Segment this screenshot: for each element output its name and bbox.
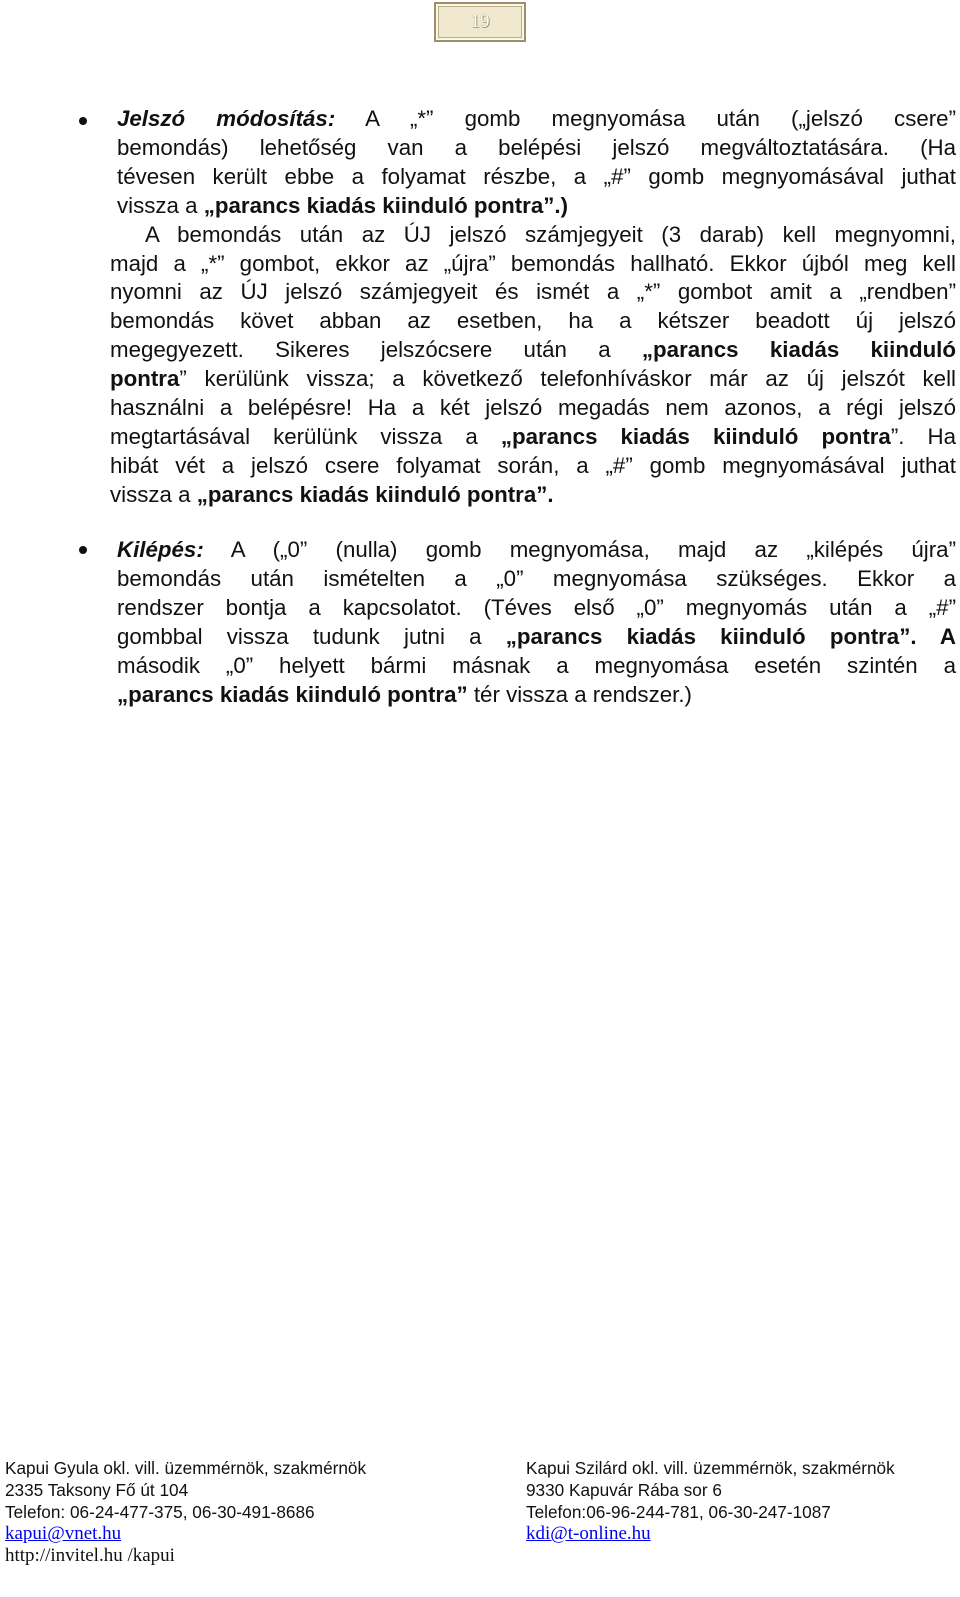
text-run: A („0” (nulla) gomb megnyomása, majd az „kilépés újra” xyxy=(203,537,956,562)
emphasized-text: Kilépés: xyxy=(117,537,204,562)
footer-left-contact xyxy=(5,1458,366,1567)
text-line xyxy=(117,163,956,192)
emphasized-text: pontra xyxy=(110,366,180,392)
text-line xyxy=(117,192,956,221)
author-name: Kapui Gyula okl. vill. üzemmérnök, szakmérnök xyxy=(5,1458,367,1478)
text-run: tér vissza a rendszer.) xyxy=(467,681,692,707)
emphasized-text: „parancs kiadás kiinduló pontra xyxy=(500,423,891,449)
emphasized-text: „parancs kiadás kiinduló pontra”. A xyxy=(505,623,957,649)
text-line xyxy=(110,250,956,279)
author-email-link[interactable]: kapui@vnet.hu xyxy=(5,1523,122,1545)
text-line xyxy=(110,221,956,250)
author-website[interactable]: http://invitel.hu /kapui xyxy=(5,1545,175,1567)
author-email-link[interactable]: kdi@t-online.hu xyxy=(526,1523,651,1545)
text-line xyxy=(117,594,956,623)
text-run: tévesen került ebbe a folyamat részbe, a „#” gomb megnyomásával juthat xyxy=(117,163,956,189)
text-line xyxy=(117,681,956,710)
text-line xyxy=(110,307,956,336)
text-run: használni a belépésre! Ha a két jelszó megadás nem azonos, a régi jelszó xyxy=(110,395,956,421)
text-run: megegyezett. Sikeres jelszócsere után a xyxy=(110,337,642,363)
text-line xyxy=(110,365,956,394)
text-run: rendszer bontja a kapcsolatot. (Téves első „0” megnyomás után a „#” xyxy=(117,594,956,620)
text-run: ” kerülünk vissza; a következő telefonhíváskor már az új jelszót kell xyxy=(179,366,956,392)
emphasized-text: „parancs kiadás kiinduló xyxy=(641,337,956,363)
page-number: 19 xyxy=(434,2,526,42)
emphasized-text: „parancs kiadás kiinduló pontra”.) xyxy=(203,192,569,218)
text-line xyxy=(110,452,956,481)
text-run: bemondás után ismételten a „0” megnyomása szükséges. Ekkor a xyxy=(117,565,956,591)
text-run: bemondás) lehetőség van a belépési jelszó megváltoztatására. (Ha xyxy=(117,134,956,160)
text-run: bemondás követ abban az esetben, ha a kétszer beadott új jelszó xyxy=(110,308,956,334)
text-run: A „*” gomb megnyomása után („jelszó csere” xyxy=(335,106,957,131)
text-line xyxy=(117,105,956,134)
text-line xyxy=(117,536,956,565)
author-address: 2335 Taksony Fő út 104 xyxy=(5,1479,189,1500)
logout-paragraph xyxy=(117,536,956,709)
text-run: nyomni az ÚJ jelszó számjegyeit és ismét a „*” gombot amit a „rendben” xyxy=(110,279,956,305)
text-line xyxy=(110,481,956,510)
text-run: ”. Ha xyxy=(890,423,956,449)
text-line xyxy=(117,565,956,594)
text-run: gombbal vissza tudunk jutni a xyxy=(117,623,506,649)
text-run: hibát vét a jelszó csere folyamat során, a „#” gomb megnyomásával juthat xyxy=(110,452,956,478)
footer-right-contact xyxy=(526,1458,895,1545)
text-run: megtartásával kerülünk vissza a xyxy=(110,423,501,449)
password-change-paragraph xyxy=(110,105,957,510)
text-line xyxy=(117,652,956,681)
text-run: vissza a xyxy=(117,192,204,218)
text-run: második „0” helyett bármi másnak a megnyomása esetén szintén a xyxy=(117,652,956,678)
text-run: A bemondás után az ÚJ jelszó számjegyeit (3 darab) kell megnyomni, xyxy=(145,221,956,247)
text-run: vissza a xyxy=(110,481,197,507)
author-phone: Telefon:06-96-244-781, 06-30-247-1087 xyxy=(526,1501,831,1522)
text-line xyxy=(110,423,956,452)
author-address: 9330 Kapuvár Rába sor 6 xyxy=(526,1479,722,1500)
author-name: Kapui Szilárd okl. vill. üzemmérnök, szakmérnök xyxy=(526,1458,895,1478)
text-line xyxy=(110,278,956,307)
text-line xyxy=(117,623,956,652)
text-run: majd a „*” gombot, ekkor az „újra” bemondás hallható. Ekkor újból meg kell xyxy=(110,250,956,276)
author-phone: Telefon: 06-24-477-375, 06-30-491-8686 xyxy=(5,1501,315,1522)
bullet-icon xyxy=(79,117,87,125)
text-line xyxy=(117,134,956,163)
bullet-icon xyxy=(79,546,87,554)
text-line xyxy=(110,336,956,365)
emphasized-text: „parancs kiadás kiinduló pontra”. xyxy=(196,481,554,507)
emphasized-text: „parancs kiadás kiinduló pontra” xyxy=(117,681,468,707)
emphasized-text: Jelszó módosítás: xyxy=(117,106,336,131)
text-line xyxy=(110,394,956,423)
